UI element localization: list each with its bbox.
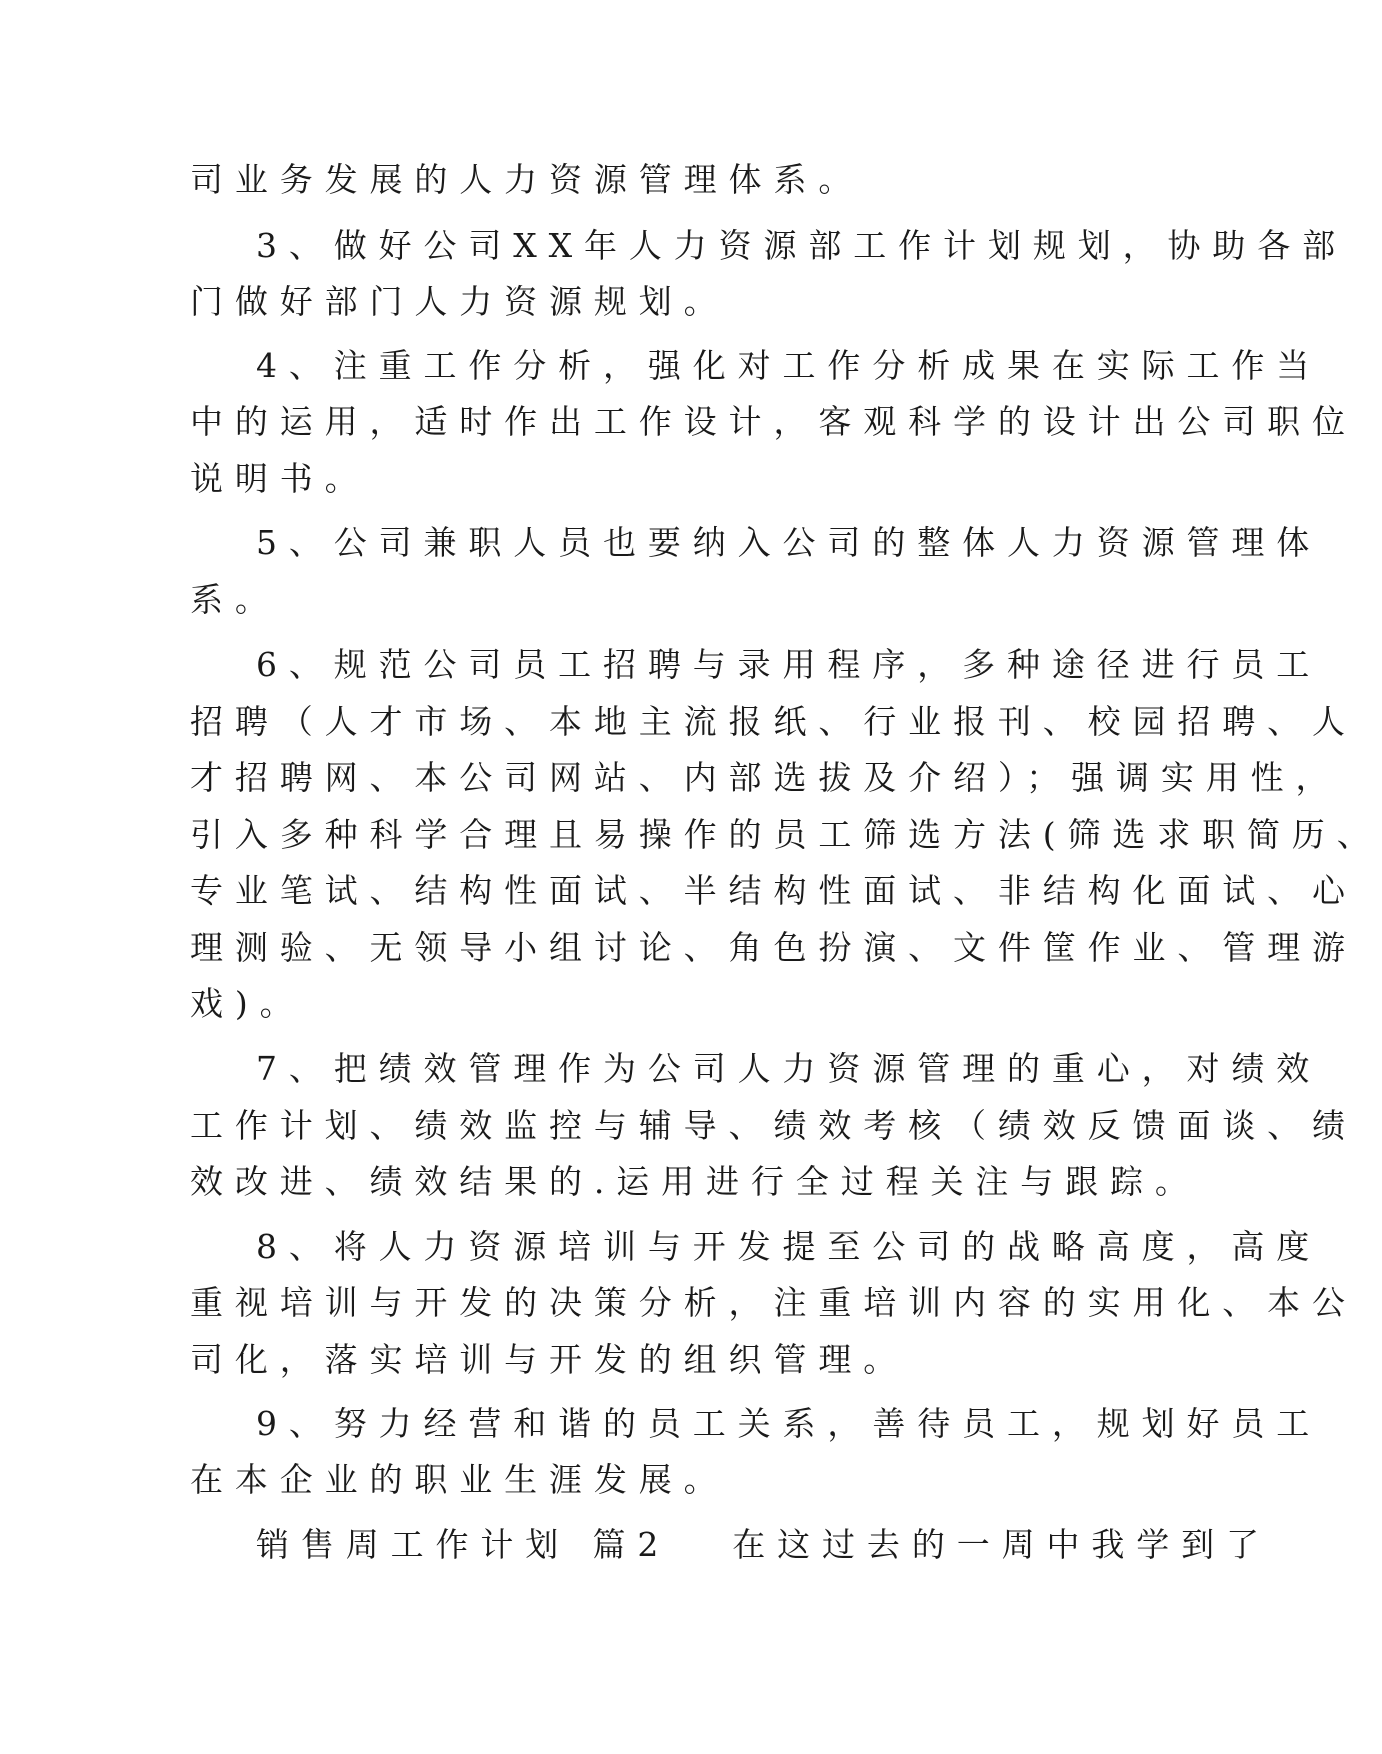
list-item-6-line-4: 引入多种科学合理且易操作的员工筛选方法(筛选求职简历、 xyxy=(190,815,1382,854)
text-line: 司业务发展的人力资源管理体系。 xyxy=(190,160,864,199)
list-item-7-line-3: 效改进、绩效结果的.运用进行全过程关注与跟踪。 xyxy=(190,1162,1200,1201)
list-item-9-line-2: 在本企业的职业生涯发展。 xyxy=(190,1460,729,1499)
list-item-8-line-3: 司化，落实培训与开发的组织管理。 xyxy=(190,1340,909,1379)
list-item-6-line-1: 6、规范公司员工招聘与录用程序，多种途径进行员工 xyxy=(256,645,1322,684)
list-item-3-line-2: 门做好部门人力资源规划。 xyxy=(190,282,729,321)
list-item-8-line-2: 重视培训与开发的决策分析，注重培训内容的实用化、本公 xyxy=(190,1283,1357,1322)
list-item-6-line-6: 理测验、无领导小组讨论、角色扮演、文件筐作业、管理游 xyxy=(190,928,1357,967)
list-item-9-line-1: 9、努力经营和谐的员工关系，善待员工，规划好员工 xyxy=(256,1404,1322,1443)
section-heading: 销售周工作计划 篇2 xyxy=(256,1525,671,1564)
list-item-6-line-3: 才招聘网、本公司网站、内部选拔及介绍）；强调实用性， xyxy=(190,758,1341,797)
list-item-6-line-2: 招聘（人才市场、本地主流报纸、行业报刊、校园招聘、人 xyxy=(190,702,1357,741)
list-item-4-line-2: 中的运用，适时作出工作设计，客观科学的设计出公司职位 xyxy=(190,402,1357,441)
list-item-8-line-1: 8、将人力资源培训与开发提至公司的战略高度，高度 xyxy=(256,1227,1322,1266)
list-item-7-line-2: 工作计划、绩效监控与辅导、绩效考核（绩效反馈面谈、绩 xyxy=(190,1106,1357,1145)
list-item-5-line-2: 系。 xyxy=(190,580,280,619)
list-item-6-line-5: 专业笔试、结构性面试、半结构性面试、非结构化面试、心 xyxy=(190,871,1357,910)
list-item-6-line-7: 戏)。 xyxy=(190,984,305,1023)
section-start-text: 在这过去的一周中我学到了 xyxy=(732,1525,1271,1564)
list-item-4-line-3: 说明书。 xyxy=(190,459,370,498)
list-item-4-line-1: 4、注重工作分析，强化对工作分析成果在实际工作当 xyxy=(256,346,1322,385)
list-item-5-line-1: 5、公司兼职人员也要纳入公司的整体人力资源管理体 xyxy=(256,523,1322,562)
list-item-3-line-1: 3、做好公司XX年人力资源部工作计划规划，协助各部 xyxy=(256,226,1347,265)
list-item-7-line-1: 7、把绩效管理作为公司人力资源管理的重心，对绩效 xyxy=(256,1049,1322,1088)
section-heading-line xyxy=(256,1525,1271,1565)
